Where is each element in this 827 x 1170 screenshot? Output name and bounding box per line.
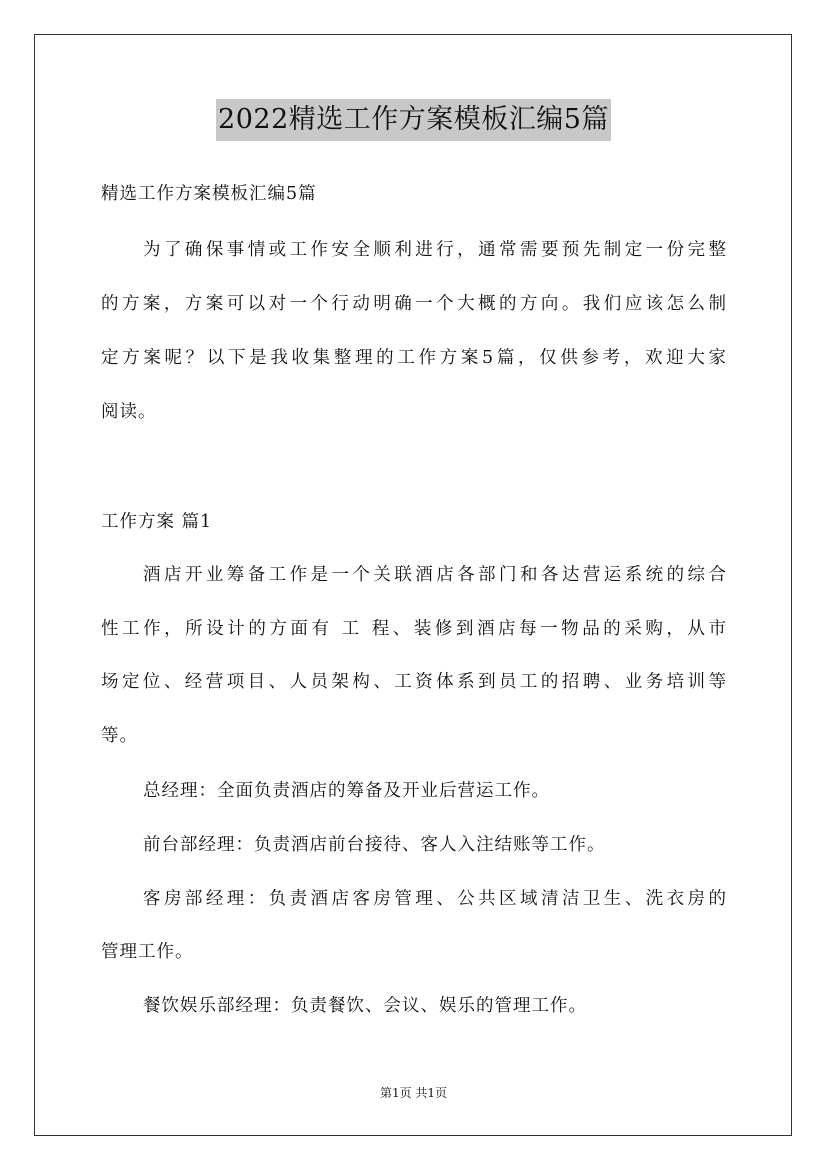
section-line-3: 场定位、经营项目、人员架构、工资体系到员工的招聘、业务培训等 <box>101 672 727 692</box>
section-line-5: 总经理：全面负责酒店的筹备及开业后营运工作。 <box>143 781 550 801</box>
section-line-2: 性工作，所设计的方面有 工 程、装修到酒店每一物品的采购，从市 <box>101 619 727 639</box>
section-line-4: 等。 <box>101 726 138 746</box>
intro-line-3: 定方案呢？以下是我收集整理的工作方案5篇，仅供参考，欢迎大家 <box>101 348 727 368</box>
document-title: 2022精选工作方案模板汇编5篇 <box>216 99 611 141</box>
intro-line-2: 的方案，方案可以对一个行动明确一个大概的方向。我们应该怎么制 <box>101 294 727 314</box>
section-heading: 工作方案 篇1 <box>101 512 213 532</box>
section-line-6: 前台部经理：负责酒店前台接待、客人入注结账等工作。 <box>143 835 606 855</box>
section-line-7: 客房部经理：负责酒店客房管理、公共区域清洁卫生、洗衣房的 <box>143 889 727 909</box>
title-container <box>0 99 827 141</box>
section-line-8: 管理工作。 <box>101 942 194 962</box>
subtitle: 精选工作方案模板汇编5篇 <box>101 184 317 204</box>
page-footer: 第1页 共1页 <box>379 1086 448 1100</box>
intro-line-1: 为了确保事情或工作安全顺利进行，通常需要预先制定一份完整 <box>143 240 727 260</box>
intro-line-4: 阅读。 <box>101 402 157 422</box>
section-line-1: 酒店开业筹备工作是一个关联酒店各部门和各达营运系统的综合 <box>143 565 727 585</box>
section-line-9: 餐饮娱乐部经理：负责餐饮、会议、娱乐的管理工作。 <box>143 996 587 1016</box>
